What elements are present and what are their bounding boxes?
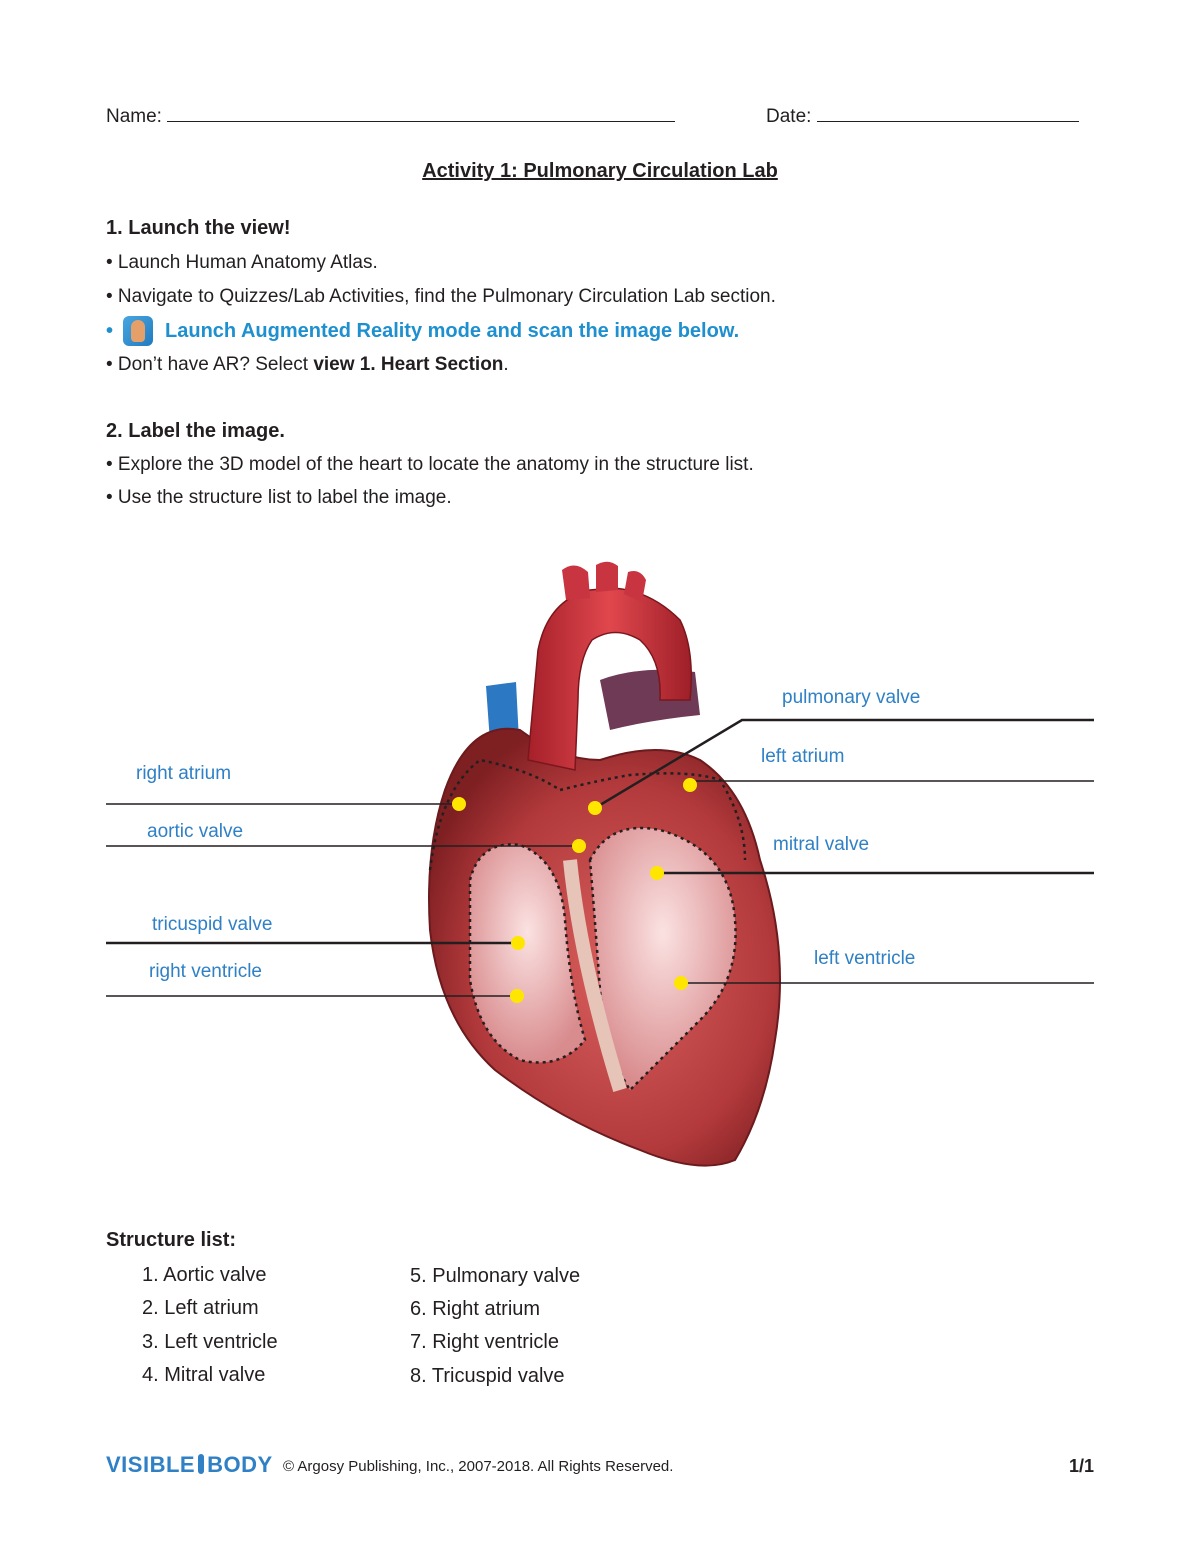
marker-right-ventricle <box>510 989 524 1003</box>
label-tricuspid-valve: tricuspid valve <box>152 914 273 935</box>
bullet4-suffix: . <box>503 354 509 375</box>
section1-bullet2: • Navigate to Quizzes/Lab Activities, find the Pulmonary Circulation Lab section. <box>106 286 776 307</box>
label-right-atrium: right atrium <box>136 763 232 784</box>
page-number: 1/1 <box>1068 1456 1094 1476</box>
label-mitral-valve: mitral valve <box>773 834 870 855</box>
page-title: Activity 1: Pulmonary Circulation Lab <box>422 160 778 182</box>
marker-left-atrium <box>683 778 697 792</box>
structure-list-title: Structure list: <box>106 1229 237 1251</box>
structure-item: 7. Right ventricle <box>410 1331 559 1353</box>
section1-heading: 1. Launch the view! <box>106 217 291 239</box>
bullet4-prefix: • Don’t have AR? Select <box>106 354 314 375</box>
section2-bullet1: • Explore the 3D model of the heart to locate the anatomy in the structure list. <box>106 454 754 475</box>
marker-right-atrium <box>452 797 466 811</box>
bullet4-bold: view 1. Heart Section <box>313 354 504 375</box>
structure-item: 8. Tricuspid valve <box>410 1365 565 1387</box>
label-right-ventricle: right ventricle <box>149 961 262 982</box>
marker-tricuspid-valve <box>511 936 525 950</box>
marker-pulmonary-valve <box>588 801 602 815</box>
ar-bullet-dot: • <box>106 319 114 342</box>
date-label: Date: <box>766 106 812 127</box>
structure-item: 3. Left ventricle <box>142 1331 278 1353</box>
ar-bullet-text: Launch Augmented Reality mode and scan the image below. <box>165 319 740 342</box>
logo-main: VISIBLE <box>106 1452 196 1477</box>
aortic-branch-1 <box>562 565 590 600</box>
visible-body-logo <box>106 1452 273 1478</box>
structure-item: 1. Aortic valve <box>142 1264 267 1286</box>
marker-aortic-valve <box>572 839 586 853</box>
logo-second: BODY <box>207 1452 273 1477</box>
structure-item: 4. Mitral valve <box>142 1364 266 1386</box>
structure-item: 5. Pulmonary valve <box>410 1265 581 1287</box>
section2-bullet2: • Use the structure list to label the image. <box>106 487 452 508</box>
label-left-atrium: left atrium <box>761 746 845 767</box>
marker-left-ventricle <box>674 976 688 990</box>
name-label: Name: <box>106 106 162 127</box>
section2-heading: 2. Label the image. <box>106 420 285 442</box>
copyright: © Argosy Publishing, Inc., 2007-2018. All Rights Reserved. <box>283 1458 674 1475</box>
logo-figure-icon <box>198 1454 204 1474</box>
label-pulmonary-valve: pulmonary valve <box>782 687 921 708</box>
structure-item: 6. Right atrium <box>410 1298 541 1320</box>
section1-bullet1: • Launch Human Anatomy Atlas. <box>106 252 378 273</box>
label-aortic-valve: aortic valve <box>147 821 244 842</box>
marker-mitral-valve <box>650 866 664 880</box>
label-left-ventricle: left ventricle <box>814 948 916 969</box>
structure-item: 2. Left atrium <box>142 1297 259 1319</box>
aortic-branch-2 <box>596 562 618 592</box>
